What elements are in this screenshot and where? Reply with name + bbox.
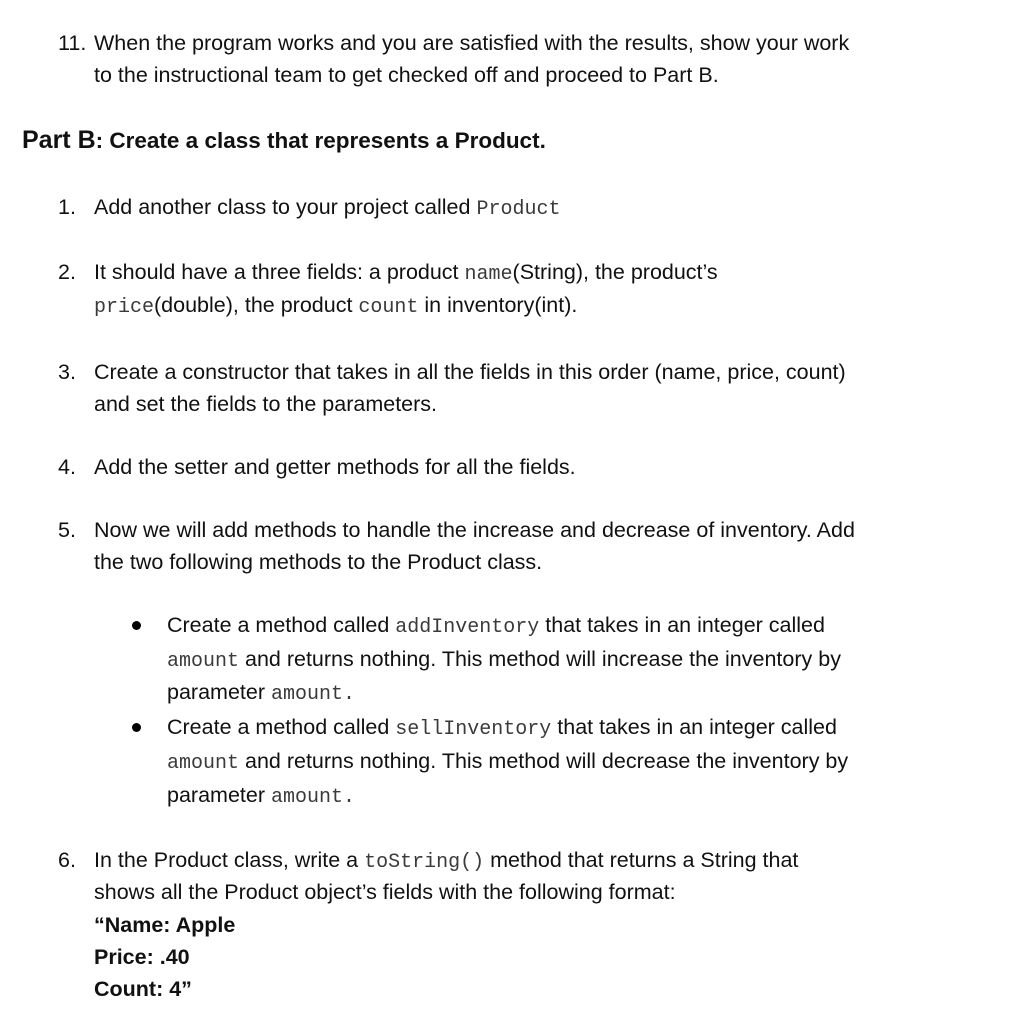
format-line-count: Count: 4” (94, 977, 192, 1001)
bullet-2-text-a: Create a method called (167, 715, 396, 739)
step-6-line-1 (94, 847, 798, 876)
item-11-line-2: to the instructional team to get checked off and proceed to Part B. (94, 63, 719, 87)
format-line-name: “Name: Apple (94, 913, 236, 937)
step-2-code-price: price (94, 296, 155, 319)
step-3-line-2: and set the fields to the parameters. (94, 392, 438, 416)
bullet-2-code-sellinventory: sellInventory (395, 718, 552, 741)
bullet-2-code-amount: amount (167, 752, 240, 775)
bullet-1-line-3 (167, 679, 355, 708)
bullet-2-text-b: that takes in an integer called (551, 715, 837, 739)
step-1-text-a: Add another class to your project called (94, 195, 477, 219)
bullet-2-line-2 (167, 748, 848, 777)
step-3-line-1: Create a constructor that takes in all the fields in this order (name, price, count) (94, 360, 846, 384)
step-2-line-1 (94, 259, 718, 288)
step-6-text-b: method that returns a String that (484, 848, 799, 872)
step-5-number: 5. (58, 518, 76, 542)
step-1-number: 1. (58, 195, 76, 219)
bullet-2-marker (132, 723, 141, 732)
step-2-text-b: (String), the product’s (512, 260, 718, 284)
bullet-2-line-1 (167, 714, 837, 743)
bullet-1-marker (132, 621, 141, 630)
bullet-1-code-addinventory: addInventory (395, 616, 540, 639)
step-1-text (94, 194, 560, 223)
step-2-code-name: name (464, 263, 513, 286)
bullet-2-code-amount-end: amount. (270, 786, 355, 809)
bullet-1-text-b: that takes in an integer called (539, 613, 825, 637)
step-6-number: 6. (58, 848, 76, 872)
step-2-text-c: (double), the product (154, 293, 359, 317)
part-b-heading (22, 127, 546, 154)
format-line-price: Price: .40 (94, 945, 190, 969)
step-5-line-2: the two following methods to the Product class. (94, 550, 543, 574)
step-4-line-1: Add the setter and getter methods for all the fields. (94, 455, 576, 479)
step-6-code-tostring: toString() (364, 851, 485, 874)
part-b-title: : Create a class that represents a Product. (95, 128, 546, 153)
item-11-line-1: When the program works and you are satisfied with the results, show your work (94, 31, 850, 55)
part-b-lead: Part B (22, 126, 96, 154)
step-3-number: 3. (58, 360, 76, 384)
step-1-code-product: Product (476, 198, 561, 221)
step-2-number: 2. (58, 260, 76, 284)
bullet-1-code-amount: amount (167, 650, 240, 673)
bullet-1-text-a: Create a method called (167, 613, 396, 637)
step-2-code-count: count (358, 296, 419, 319)
step-5-line-1: Now we will add methods to handle the increase and decrease of inventory. Add (94, 518, 855, 542)
bullet-1-code-amount-end: amount. (270, 683, 355, 706)
step-6-text-a: In the Product class, write a (94, 848, 365, 872)
step-2-line-2 (94, 292, 577, 321)
step-6-line-2: shows all the Product object’s fields with the following format: (94, 880, 676, 904)
bullet-1-line-1 (167, 612, 825, 641)
bullet-2-text-c: and returns nothing. This method will decrease the inventory by (239, 749, 849, 773)
step-4-number: 4. (58, 455, 76, 479)
bullet-1-text-d: parameter (167, 680, 271, 704)
bullet-2-line-3 (167, 782, 355, 811)
step-2-text-a: It should have a three fields: a product (94, 260, 465, 284)
bullet-2-text-d: parameter (167, 783, 271, 807)
bullet-1-line-2 (167, 646, 841, 675)
step-2-text-d: in inventory(int). (418, 293, 578, 317)
item-11-number: 11. (58, 31, 87, 55)
bullet-1-text-c: and returns nothing. This method will increase the inventory by (239, 647, 841, 671)
